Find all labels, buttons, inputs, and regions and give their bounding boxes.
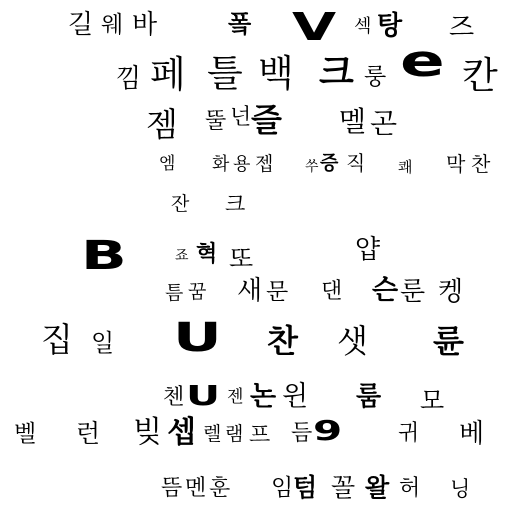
glyph: 벨 (14, 421, 37, 447)
glyph: 닝 (450, 477, 471, 501)
glyph: 틀 (207, 52, 243, 95)
glyph: 뚤 (205, 109, 227, 134)
glyph: 칸 (462, 54, 498, 97)
glyph: 막 (446, 152, 466, 176)
glyph: 훈 (209, 476, 231, 501)
glyph: 틈 (165, 282, 184, 304)
glyph: 룽 (364, 64, 387, 90)
glyph: 9 (313, 414, 343, 447)
glyph: 일 (91, 329, 115, 357)
glyph: 직 (346, 151, 366, 175)
glyph: 잔 (171, 193, 190, 215)
glyph: 새 (237, 276, 263, 306)
glyph: 샛 (337, 322, 368, 360)
glyph: U (186, 379, 221, 412)
glyph: 꼴 (331, 473, 356, 502)
glyph: 셉 (167, 415, 196, 450)
glyph: 용 (233, 154, 251, 175)
glyph: 증 (320, 152, 339, 174)
glyph: 룬 (400, 277, 426, 307)
glyph: 즐 (251, 101, 282, 139)
glyph: 허 (399, 476, 421, 501)
glyph: 퐄 (228, 10, 252, 38)
glyph: 찬 (267, 322, 298, 360)
glyph: 뜸 (161, 476, 183, 501)
glyph: 첸 (163, 385, 185, 410)
glyph: 베 (459, 419, 485, 449)
glyph: 귀 (398, 421, 420, 446)
glyph: 집 (41, 320, 73, 359)
glyph: 찬 (471, 152, 491, 176)
glyph: 램 (225, 423, 244, 445)
glyph: 런 (76, 419, 101, 448)
glyph: 바 (132, 10, 158, 40)
glyph: 또 (229, 244, 254, 273)
glyph: 넌 (230, 105, 252, 130)
glyph: 듬 (291, 421, 313, 446)
glyph: 렐 (203, 423, 222, 445)
glyph: 임 (271, 475, 294, 501)
glyph: 섹 (354, 16, 372, 37)
glyph: 모 (420, 386, 445, 415)
glyph: 쾌 (398, 158, 413, 176)
glyph: 길 (68, 10, 94, 40)
glyph: 빚 (133, 415, 162, 450)
glyph: 웨 (101, 12, 124, 38)
glyph: 슨 (372, 275, 399, 306)
glyph: 엠 (159, 154, 176, 174)
glyph: 륜 (433, 322, 464, 360)
glyph: 쑤 (305, 159, 319, 175)
glyph: 프 (249, 423, 271, 448)
glyph: 얍 (355, 235, 381, 265)
glyph: 멜 (339, 105, 367, 138)
glyph: 낌 (116, 64, 142, 94)
glyph: 왈 (365, 473, 390, 502)
glyph: U (173, 315, 222, 361)
glyph: 켕 (438, 277, 464, 307)
glyph: 탕 (377, 11, 403, 41)
glyph: 문 (266, 279, 289, 305)
glyph: 크 (319, 52, 354, 93)
glyph: 화 (212, 154, 230, 175)
glyph: e (400, 36, 445, 87)
glyph: 룸 (356, 382, 382, 412)
glyph: 꿈 (188, 281, 207, 303)
glyph: 죠 (175, 248, 189, 264)
glyph: 텀 (293, 473, 318, 502)
glyph: 곤 (370, 107, 398, 140)
glyph: V (292, 5, 337, 49)
glyph: 페 (150, 53, 186, 96)
glyph: 젬 (146, 105, 178, 144)
glyph: 혁 (196, 242, 218, 267)
glyph: B (81, 233, 127, 279)
glyph: 젭 (255, 153, 274, 175)
glyph: 멘 (185, 476, 207, 501)
glyph: 크 (225, 192, 246, 216)
glyph: 백 (258, 52, 294, 95)
glyph: 젠 (227, 387, 244, 407)
glyph: 댄 (321, 279, 343, 304)
glyph: 윈 (282, 381, 309, 412)
glyph: 논 (250, 381, 277, 412)
glyph: 즈 (449, 13, 475, 43)
